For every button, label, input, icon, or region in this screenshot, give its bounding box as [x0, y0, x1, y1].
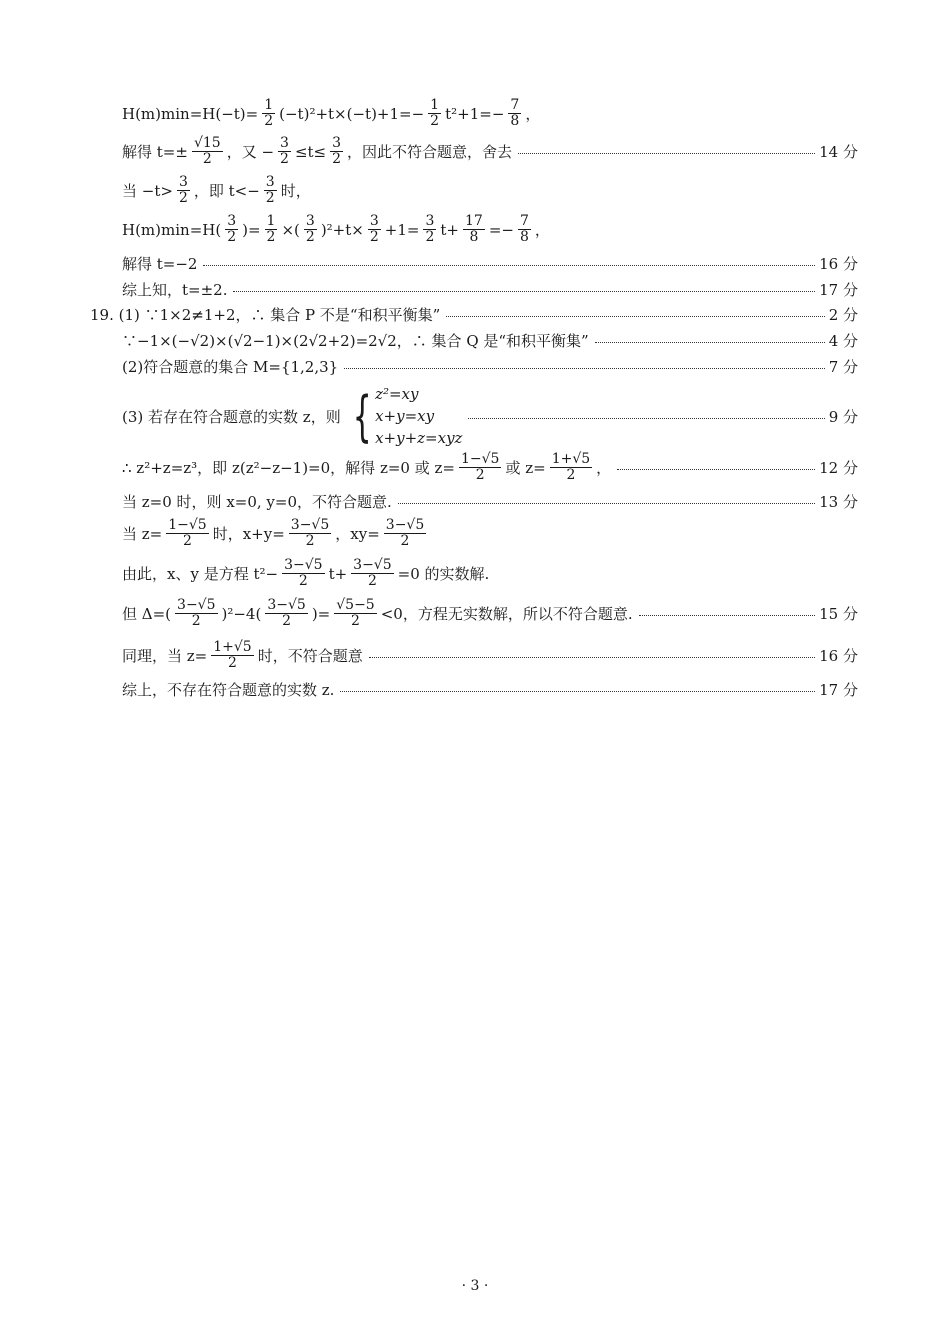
math-text: +1= [384, 220, 420, 239]
solution-line-3 [122, 175, 858, 207]
math-text: ，xy= [335, 525, 380, 544]
dot-leader [203, 265, 815, 266]
fraction: $\frac{1}{2}$ [264, 97, 274, 130]
math-text: 时，x+y= [212, 525, 285, 544]
dot-leader [468, 418, 824, 419]
score-label: 17 分 [819, 681, 858, 699]
fraction: $\frac{3-√5}{2}$ [290, 517, 330, 550]
math-text: H(m)min=H( [122, 220, 222, 239]
score-label: 15 分 [819, 605, 858, 624]
fraction: $\frac{1+√5}{2}$ [551, 451, 591, 484]
math-text: )²−4( [221, 604, 262, 623]
page-number: · 3 · [461, 1278, 489, 1294]
equation-row: x+y=xy [375, 406, 435, 425]
fraction: $\frac{3-√5}{2}$ [177, 597, 216, 630]
math-text: t²+1=− [445, 104, 505, 123]
dot-leader [233, 291, 815, 292]
math-text: 当 z= [122, 525, 163, 544]
math-text: (2)符合题意的集合 M={1,2,3} [122, 358, 339, 376]
dot-leader [344, 368, 824, 369]
fraction: $\frac{3-√5}{2}$ [284, 557, 323, 590]
math-text: t+ [440, 220, 459, 239]
solution-line-4 [122, 214, 858, 246]
fraction: $\frac{3}{2}$ [369, 213, 379, 246]
solution-line-15 [122, 598, 858, 630]
score-label: 9 分 [828, 408, 858, 427]
math-text: <0，方程无实数解，所以不符合题意. [380, 605, 633, 624]
score-label: 17 分 [819, 281, 858, 299]
solution-line-11 [122, 452, 858, 484]
solution-line-1 [122, 98, 858, 130]
math-text: 解得 t=± [122, 143, 188, 162]
dot-leader [595, 342, 825, 343]
fraction: $\frac{3-√5}{2}$ [353, 557, 392, 590]
dot-leader [639, 615, 816, 616]
equation-row: x+y+z=xyz [375, 428, 463, 447]
fraction: $\frac{3}{2}$ [332, 135, 342, 168]
math-text: ，因此不符合题意，舍去 [347, 143, 513, 162]
math-text: ，即 t<− [193, 182, 260, 201]
fraction: $\frac{7}{8}$ [519, 213, 529, 246]
math-text: ，又 − [226, 143, 275, 162]
fraction: $\frac{3}{2}$ [425, 213, 435, 246]
equation-row: z²=xy [375, 385, 419, 403]
math-text: 综上知，t=±2. [122, 281, 228, 299]
question-19-part-2 [122, 356, 858, 377]
fraction: $\frac{3}{2}$ [305, 213, 315, 246]
math-text: 但 Δ=( [122, 605, 172, 624]
fraction: $\frac{√5-5}{2}$ [336, 597, 375, 630]
math-text: 当 z=0 时，则 x=0, y=0，不符合题意. [122, 493, 392, 511]
math-text: 同理，当 z= [122, 647, 208, 666]
solution-line-5 [122, 253, 858, 274]
math-text: 时，不符合题意 [257, 647, 363, 666]
fraction: $\frac{3}{2}$ [227, 213, 237, 246]
math-text: )²+t× [320, 220, 364, 239]
equation-system [345, 384, 463, 449]
fraction: $\frac{17}{8}$ [464, 213, 483, 246]
dot-leader [518, 153, 815, 154]
dot-leader [446, 316, 824, 317]
score-label: 16 分 [819, 647, 858, 666]
score-label: 13 分 [819, 493, 858, 511]
solution-line-14 [122, 558, 858, 590]
math-text: 时， [280, 182, 311, 201]
solution-line-6 [122, 279, 858, 300]
fraction: $\frac{1}{2}$ [266, 213, 276, 246]
score-label: 4 分 [828, 332, 858, 350]
math-text: ×( [281, 220, 300, 239]
dot-leader [617, 469, 815, 470]
score-label: 12 分 [819, 459, 858, 478]
score-label: 2 分 [828, 306, 858, 324]
solution-line-8 [122, 330, 858, 351]
fraction: $\frac{3}{2}$ [265, 174, 275, 207]
math-text: t+ [328, 564, 348, 583]
math-text: 当 −t> [122, 182, 173, 201]
math-text: ∴ z²+z=z³，即 z(z²−z−1)=0，解得 z=0 或 z= [122, 459, 455, 478]
score-label: 14 分 [819, 143, 858, 162]
dot-leader [340, 691, 815, 692]
math-text: 或 z= [505, 459, 546, 478]
math-text: 由此，x、y 是方程 t²− [122, 565, 279, 584]
score-label: 7 分 [828, 358, 858, 376]
fraction: $\frac{1}{2}$ [430, 97, 440, 130]
fraction: $\frac{7}{8}$ [510, 97, 520, 130]
dot-leader [398, 503, 815, 504]
fraction: $\frac{1-√5}{2}$ [168, 517, 207, 550]
math-text: ≤t≤ [294, 142, 327, 161]
solution-line-2 [122, 136, 858, 168]
math-text: =− [488, 220, 514, 239]
math-text: (−t)²+t×(−t)+1=− [279, 104, 425, 123]
fraction: $\frac{3-√5}{2}$ [267, 597, 306, 630]
question-19-part-1 [90, 304, 858, 325]
math-text: )= [242, 220, 261, 239]
solution-line-12 [122, 491, 858, 512]
math-text: =0 的实数解. [397, 565, 490, 584]
math-text: 19. (1) ∵1×2≠1+2，∴ 集合 P 不是“和积平衡集” [90, 306, 441, 324]
fraction: $\frac{3}{2}$ [178, 174, 188, 207]
math-text: 解得 t=−2 [122, 255, 198, 273]
math-text: ∵−1×(−√2)×(√2−1)×(2√2+2)=2√2，∴ 集合 Q 是“和积平衡集” [122, 332, 589, 350]
math-text: ， [525, 105, 541, 124]
math-text: )= [311, 604, 331, 623]
math-text: ， [534, 221, 550, 240]
math-text: H(m)min=H(−t)= [122, 104, 259, 123]
fraction: $\frac{3-√5}{2}$ [385, 517, 425, 550]
brace-icon: { [352, 384, 372, 448]
fraction: $\frac{3}{2}$ [280, 135, 289, 168]
fraction: $\frac{√15}{2}$ [193, 135, 221, 168]
solution-line-16 [122, 640, 858, 672]
score-label: 16 分 [819, 255, 858, 273]
solution-line-17 [122, 679, 858, 700]
fraction: $\frac{1-√5}{2}$ [460, 451, 500, 484]
math-text: (3) 若存在符合题意的实数 z，则 [122, 408, 341, 427]
fraction: $\frac{1+√5}{2}$ [213, 639, 252, 672]
math-text: ， [596, 459, 612, 478]
math-text: 综上，不存在符合题意的实数 z. [122, 681, 335, 699]
solution-line-13 [122, 518, 858, 550]
question-19-part-3 [122, 384, 858, 449]
dot-leader [369, 657, 815, 658]
